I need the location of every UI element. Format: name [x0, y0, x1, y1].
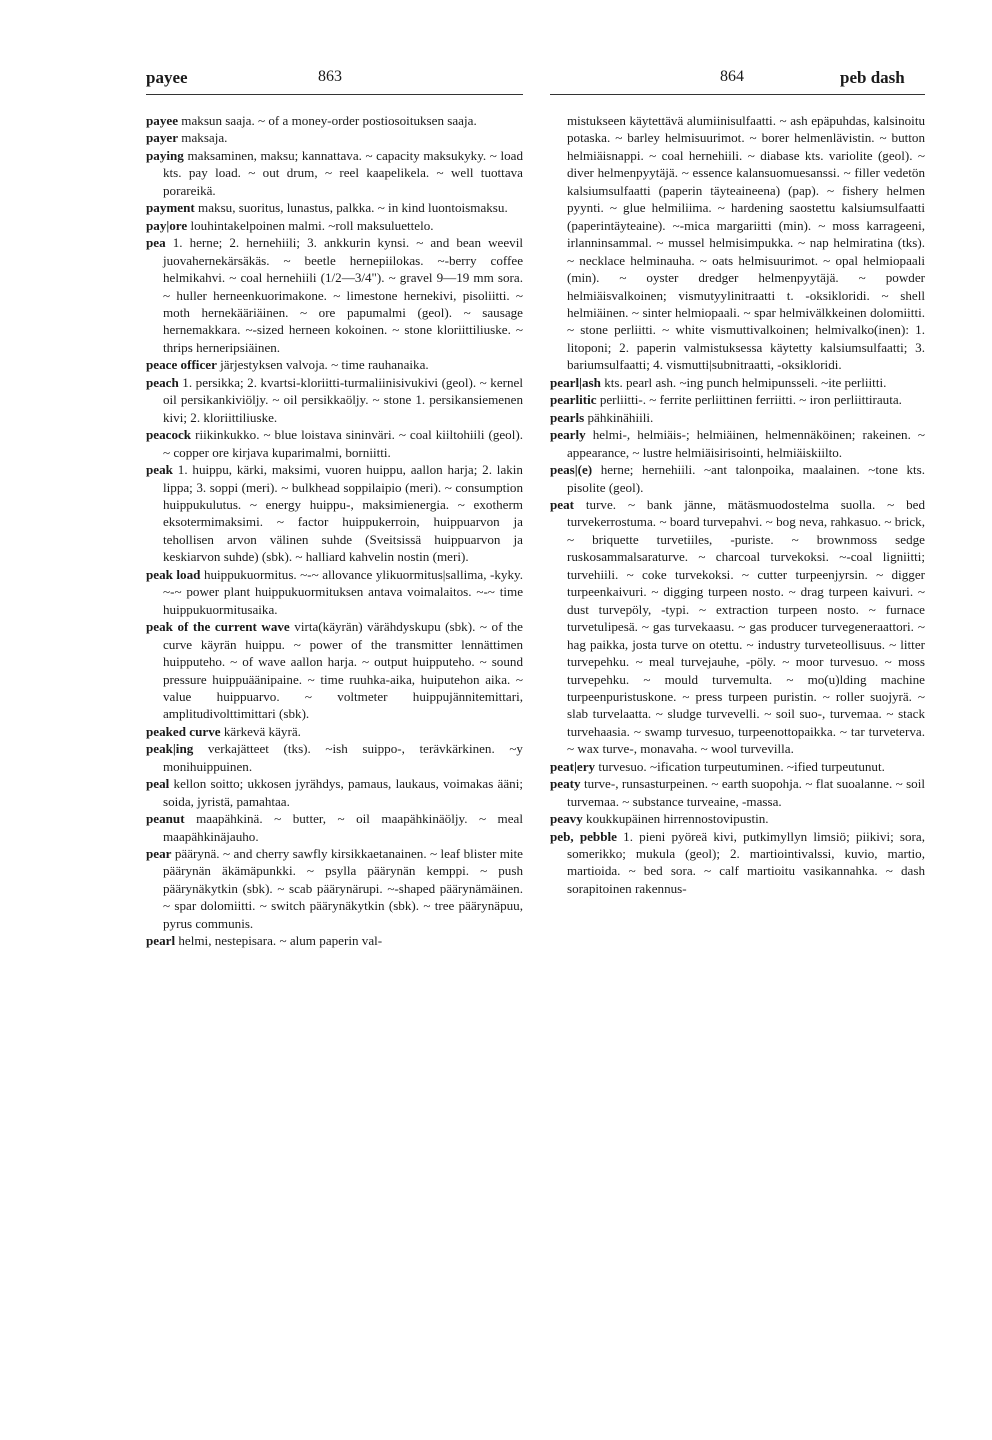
dictionary-entry	[550, 409, 925, 426]
dictionary-entry	[550, 461, 925, 496]
dictionary-entry	[146, 775, 523, 810]
entry-headword: peak load	[146, 566, 201, 582]
dictionary-entry	[146, 810, 523, 845]
entry-definition: maapähkinä. ~ butter, ~ oil maapähkinäöljy. ~ meal maapähkinäjauho.	[163, 811, 523, 844]
entry-headword: peacock	[146, 427, 192, 443]
entry-definition: turvesuo. ~ification turpeutuminen. ~ified turpeutunut.	[598, 758, 885, 774]
dictionary-entry	[146, 147, 523, 199]
entry-definition: 1. herne; 2. hernehiili; 3. ankkurin kynsi. ~ and bean weevil juovahernekärsäkäs. ~ beetle hernepiilokas. ~-berry coffee helmikahvi. ~ coal hernehiili (1/2—3/4"). ~ gravel 9—19 mm sora. ~ huller herneenkuorimakone. ~ limestone hernekivi, pisoliitti. ~ moth hernekääriäinen. ~ ore papumalmi (geol). ~ sausage hernemakkara. ~-sized herneen kokoinen. ~ stone kloriittiliuske. ~ thrips herneripsiäinen.	[163, 235, 523, 355]
dictionary-entry	[146, 723, 523, 740]
dictionary-entry	[146, 740, 523, 775]
dictionary-entry	[146, 374, 523, 426]
dictionary-entry	[146, 932, 523, 949]
entry-headword: peb, pebble	[550, 828, 617, 844]
entry-headword: peat|ery	[550, 758, 596, 774]
entry-definition: huippukuormitus. ~-~ allovance ylikuormitus|sallima, -kyky. ~-~ power plant huippukuormituksen antava voimalaitos. ~-~ time huippukuormitusaika.	[163, 566, 523, 617]
entry-definition: päärynä. ~ and cherry sawfly kirsikkaetanainen. ~ leaf blister mite päärynän äkämäpunkki. ~ psylla päärynän kemppi. ~ push päärynäkytkin (sbk). ~ scab päärynärupi. ~-shaped päärynämäinen. ~ spar dolomiitti. ~ switch päärynäkytkin (sbk). ~ tree päärynäpuu, pyrus communis.	[163, 846, 523, 931]
entry-headword: peak	[146, 462, 173, 478]
entry-headword: pear	[146, 846, 172, 862]
entry-definition: maksaja.	[181, 130, 228, 146]
entry-headword: payment	[146, 200, 195, 216]
entry-definition: louhintakelpoinen malmi. ~roll maksuluettelo.	[190, 217, 434, 233]
entry-headword: pearl	[146, 933, 176, 949]
left-page-number: 863	[318, 68, 342, 85]
dictionary-entry	[550, 775, 925, 810]
dictionary-entry	[146, 234, 523, 356]
entry-definition: 1. pieni pyöreä kivi, putkimyllyn limsiö; piikivi; sora, somerikko; mukula (geol); 2. martiointivalssi, kuvio, martio, martioida. ~ bed sora. ~ calf martioitu vasikannahka. ~ dash sorapitoinen rakennus-	[567, 828, 926, 896]
entry-headword: peas|(e)	[550, 462, 593, 478]
entry-headword: peace officer	[146, 357, 217, 373]
dictionary-entry	[550, 496, 925, 758]
entry-headword: peach	[146, 374, 179, 390]
dictionary-entry	[146, 356, 523, 373]
right-header-rule	[550, 94, 925, 95]
entry-definition: verkajätteet (tks). ~ish suippo-, terävkärkinen. ~y monihuippuinen.	[163, 741, 523, 774]
entry-definition: herne; hernehiili. ~ant talonpoika, maalainen. ~tone kts. pisolite (geol).	[567, 462, 925, 495]
dictionary-entry	[146, 426, 523, 461]
entry-definition: koukkupäinen hirrennostovipustin.	[586, 811, 769, 827]
entry-definition: turve-, runsasturpeinen. ~ earth suopohja. ~ flat suoalanne. ~ soil turvemaa. ~ substance turveaine, -massa.	[567, 776, 925, 809]
entry-headword: peat	[550, 496, 575, 512]
entry-headword: pearlitic	[550, 392, 597, 408]
entry-definition: helmi, nestepisara. ~ alum paperin val-	[178, 933, 383, 949]
right-column	[550, 112, 925, 897]
dictionary-entry	[146, 199, 523, 216]
dictionary-entry	[550, 112, 925, 374]
left-column	[146, 112, 523, 950]
right-page-number: 864	[720, 68, 744, 85]
left-guide-word: payee	[146, 68, 188, 87]
entry-definition: helmi-, helmiäis-; helmiäinen, helmennäköinen; rakeinen. ~ appearance, ~ lustre helmiäisirisointi, helmiäiskiilto.	[567, 427, 926, 460]
entry-definition: maksaminen, maksu; kannattava. ~ capacity maksukyky. ~ load kts. pay load. ~ out drum, ~ reel kaapelikela. ~ well tuottava porareikä.	[163, 147, 524, 198]
entry-definition: pähkinähiili.	[587, 409, 654, 425]
dictionary-entry	[146, 461, 523, 566]
dictionary-entry	[550, 810, 925, 827]
entry-definition: perliitti-. ~ ferrite perliittinen ferriitti. ~ iron perliittirauta.	[599, 392, 902, 408]
left-header-rule	[146, 94, 523, 95]
dictionary-entry	[550, 426, 925, 461]
entry-definition: järjestyksen valvoja. ~ time rauhanaika.	[220, 357, 429, 373]
dictionary-entry	[146, 112, 523, 129]
entry-headword: paying	[146, 147, 184, 163]
entry-headword: payer	[146, 130, 178, 146]
entry-definition: 1. persikka; 2. kvartsi-kloriitti-turmaliinisivukivi (geol). ~ kernel oil persikankiviöljy. ~ oil persikkaöljy. ~ stone 1. persikansiemenen kivi; 2. kloriittiliuske.	[163, 374, 523, 425]
entry-definition: 1. huippu, kärki, maksimi, vuoren huippu, aallon harja; 2. lakin lippa; 3. soppi (meri). ~ bulkhead soppilaipio (meri). ~ consumption huippukulutus. ~ energy huippu-, maksimienergia. ~ exotherm eksotermimaksimi. ~ factor huippukerroin, huippuarvon ja tehollisen arvon välinen suhde (Sveitsissä huippuarvon ja keskiarvon suhde) (sbk). ~ halliard kahvelin nostin (meri).	[163, 462, 523, 565]
entry-definition: riikinkukko. ~ blue loistava sininväri. ~ coal kiiltohiili (geol). ~ copper ore kirjava kuparimalmi, borniitti.	[163, 427, 524, 460]
entry-definition: maksun saaja. ~ of a money-order postiosoituksen saaja.	[181, 113, 477, 128]
dictionary-entry	[550, 374, 925, 391]
entry-headword: pearly	[550, 427, 586, 443]
dictionary-entry	[550, 758, 925, 775]
entry-headword: pea	[146, 235, 166, 251]
entry-headword: peaked curve	[146, 723, 221, 739]
entry-headword: pearl|ash	[550, 374, 601, 390]
entry-headword: peal	[146, 776, 170, 792]
dictionary-entry	[550, 828, 925, 898]
entry-headword: pearls	[550, 409, 585, 425]
entry-headword: peak|ing	[146, 741, 194, 757]
dictionary-entry	[146, 566, 523, 618]
dictionary-entry	[146, 217, 523, 234]
dictionary-entry	[146, 129, 523, 146]
entry-headword: peanut	[146, 811, 185, 827]
dictionary-entry	[146, 845, 523, 932]
entry-definition: maksu, suoritus, lunastus, palkka. ~ in kind luontoismaksu.	[198, 200, 508, 216]
entry-definition: mistukseen käytettävä alumiinisulfaatti. ~ ash epäpuhdas, kalsinoitu potaska. ~ barley helmisuurimot. ~ borer helmenlävistin. ~ button helmiäisnappi. ~ coal hernehiili. ~ diabase kts. variolite (geol). ~ diver helmenpyytäjä. ~ essence kalansuomuesanssi. ~ filler vedetön kalsiumsulfaatti (paperin täyteaineena) (pap). ~ fishery helmen pyynti. ~ glue helmiliima. ~ hardening saostettu kalsiumsulfaatti (paperintäyteaine). ~-mica margariitti (min). ~ moss karrageeni, irlanninsammal. ~ mussel helmisimpukka. ~ nap helmiratina (tks). ~ necklace helminauha. ~ oats helmisuurimot. ~ opal helmiopaali (min). ~ oyster dredger helmenpyytäjä. ~ powder helmiäisvalkoinen; vismutyylinitraatti t. -oksikloridi. ~ shell helmiäinen. ~ sinter helmiopaali. ~ spar helmivälkkeinen dolomiitti. ~ stone perliitti. ~ white vismuttivalkoinen; helmivalko(inen): 1. litoponi; 2. paperin valmistuksessa käytetty kalsiumsulfaatti; 3. bariumsulfaatti; 4. vismutti|subnitraatti, -oksikloridi.	[567, 113, 925, 373]
dictionary-entry	[550, 391, 925, 408]
entry-definition: kts. pearl ash. ~ing punch helmipunsseli. ~ite perliitti.	[604, 374, 887, 390]
right-guide-word: peb dash	[840, 68, 905, 87]
entry-definition: virta(käyrän) värähdyskupu (sbk). ~ of the curve käyrän huippu. ~ power of the transmitter lennättimen huipputeho. ~ of wave aallon harja. ~ output huipputeho. ~ sound pressure huippuäänipaine. ~ time ruuhka-aika, huiputehon aika. ~ value huippuarvo. ~ voltmeter huippujännitemittari, amplitudivolttimittari (sbk).	[163, 619, 523, 722]
entry-definition: turve. ~ bank jänne, mätäsmuodostelma suolla. ~ bed turvekerrostuma. ~ board turvepahvi. ~ bog neva, rahkasuo. ~ brick, ~ briquette turvetiiles, -puriste. ~ brownmoss sedge ruskosammalsaraturve. ~ charcoal turvekoksi. ~-coal ligniitti; turvehiili. ~ coke turvekoksi. ~ cutter turpeenjyrsin. ~ digger turpeenkaivuri. ~ digging turpeen nosto. ~ drag turpeen kaivuri. ~ dust turvepöly, -typi. ~ extraction turpeen nosto. ~ furnace turvetulipesä. ~ gas turvekaasu. ~ gas producer turvegeneraattori. ~ hag paikka, josta turve on otettu. ~ industry turveteollisuus. ~ litter turvepehku. ~ meal turvejauhe, -pöly. ~ moor turvesuo. ~ moss turvepehku. ~ mould turvemulta. ~ mo(u)lding machine turpeenpuristuskone. ~ press turpeen puristin. ~ roller suojyrä. ~ slab turvelaatta. ~ sludge turvevelli. ~ soil suo-, turvemaa. ~ stack turvehaasia. ~ swamp turvesuo, turpeenottopaikka. ~ tar turveterva. ~ wax turve-, monavaha. ~ wool turvevilla.	[567, 496, 925, 757]
dictionary-entry	[146, 618, 523, 723]
entry-headword: pay|ore	[146, 217, 188, 233]
entry-headword: peavy	[550, 811, 583, 827]
entry-headword: peaty	[550, 776, 581, 792]
entry-headword: payee	[146, 113, 178, 128]
page-header	[0, 68, 992, 92]
entry-definition: kellon soitto; ukkosen jyrähdys, pamaus, laukaus, voimakas ääni; soida, jyristä, pamahtaa.	[163, 776, 523, 809]
entry-headword: peak of the current wave	[146, 619, 290, 635]
entry-definition: kärkevä käyrä.	[223, 723, 301, 739]
